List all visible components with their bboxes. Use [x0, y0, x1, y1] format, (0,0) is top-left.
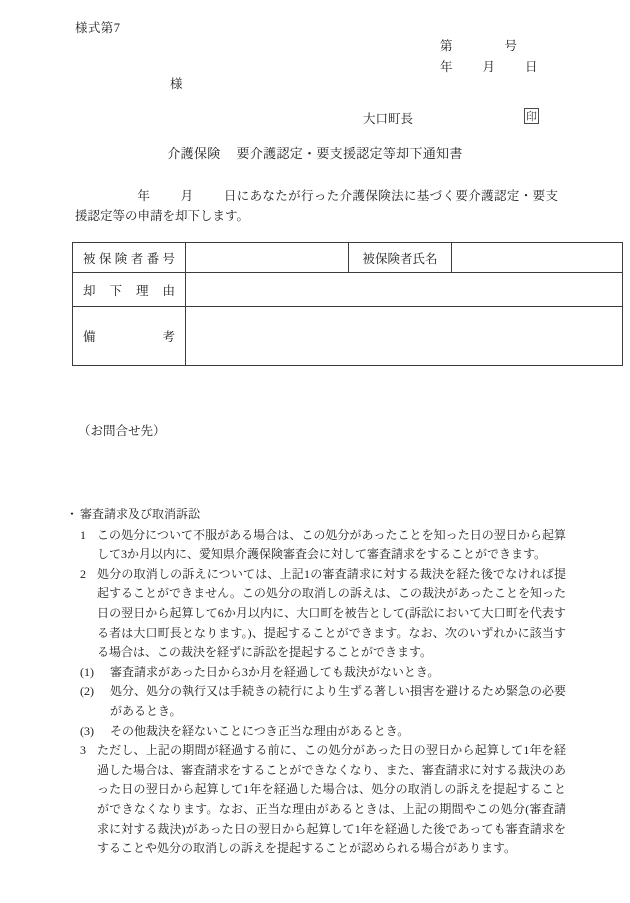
seal-mark-box: 印	[524, 108, 539, 124]
rejection-reason-value[interactable]	[186, 273, 623, 307]
number-prefix: 第	[440, 39, 453, 53]
form-number: 様式第7	[75, 21, 121, 35]
addressee-honorific: 様	[170, 77, 183, 91]
document-title-main: 要介護認定・要支援認定等却下通知書	[236, 146, 463, 161]
appeals-subitem	[66, 682, 566, 721]
appeals-item-text: ただし、上記の期間が経過する前に、この処分があった日の翌日から起算して1年を経過した場合は、審査請求をすることができなくなり、また、審査請求に対する裁決のあった日の翌日から起算して1年を経過した場合は、処分の取消しの訴えを提起することができなくなります。なお、正当な理由があるときは、上記の期間やこの処分(審査請求に対する裁決)があった日の翌日から起算して1年を経過した後であっても審査請求をすることや処分の取消しの訴えを提起することが認められる場合があります。	[97, 743, 566, 856]
date-month-label: 月	[482, 60, 496, 74]
document-meta	[440, 36, 538, 78]
document-number-line	[440, 36, 538, 57]
insured-number-value[interactable]	[186, 243, 349, 273]
date-year-label: 年	[440, 60, 453, 74]
appeals-heading	[66, 505, 566, 525]
date-day-label: 日	[525, 60, 538, 74]
appeals-item-number: 2	[80, 566, 86, 581]
body-paragraph	[75, 186, 558, 226]
body-closing-text: 等の申請を却下します。	[112, 209, 250, 223]
appeals-subitem-number: (2)	[80, 684, 94, 699]
document-date-line	[440, 57, 538, 78]
remarks-value[interactable]	[186, 307, 623, 366]
body-date-year: 年	[137, 189, 151, 203]
appeals-item-text: 処分の取消しの訴えについては、上記1の審査請求に対する裁決を経た後でなければ提起することができません。この処分の取消しの訴えは、この裁決があったことを知った日の翌日から起算して6か月以内に、大口町を被告として(訴訟において大口町を代表する者は大口町長となります。)、提起することができます。なお、次のいずれかに該当する場合は、この裁決を経ずに訴訟を提起することができます。	[97, 566, 566, 660]
table-row	[73, 307, 623, 366]
appeals-item-number: 3	[80, 743, 86, 758]
insured-details-table	[72, 242, 623, 366]
appeals-notice	[66, 505, 566, 859]
bullet-icon: ・	[66, 507, 79, 521]
number-suffix: 号	[504, 39, 518, 53]
appeals-subitem-text: その他裁決を経ないことにつき正当な理由があるとき。	[110, 723, 410, 738]
appeals-heading-text: 審査請求及び取消訴訟	[80, 507, 201, 521]
document-title	[0, 143, 630, 162]
remarks-label: 備考	[73, 307, 186, 366]
appeals-item	[66, 565, 566, 663]
contact-label: （お問合せ先）	[78, 424, 166, 438]
rejection-reason-label: 却下理由	[73, 273, 186, 307]
issuer-name: 大口町長	[363, 112, 414, 126]
appeals-subitem-text: 審査請求があった日から3か月を経過しても裁決がないとき。	[110, 664, 440, 679]
table-row	[73, 243, 623, 273]
document-title-prefix: 介護保険	[167, 146, 221, 161]
insured-name-label: 被保険者氏名	[349, 243, 452, 273]
appeals-subitem-text: 処分、処分の執行又は手続きの続行により生ずる著しい損害を避けるため緊急の必要があるとき。	[110, 684, 567, 718]
appeals-item	[66, 741, 566, 859]
table-row	[73, 273, 623, 307]
appeals-item-text: この処分について不服がある場合は、この処分があったことを知った日の翌日から起算して3か月以内に、愛知県介護保険審査会に対して審査請求をすることができます。	[97, 527, 566, 562]
appeals-item-number: 1	[80, 527, 86, 542]
insured-name-value[interactable]	[452, 243, 623, 273]
appeals-subitem	[66, 722, 566, 742]
appeals-subitem-number: (3)	[80, 723, 94, 738]
body-date-month: 月	[180, 189, 194, 203]
body-main-text: 日にあなたが行った介護保険法に基づく要介護認定・要支援認定	[75, 189, 558, 223]
appeals-item	[66, 526, 566, 565]
insured-number-label: 被保険者番号	[73, 243, 186, 273]
appeals-subitem	[66, 663, 566, 683]
appeals-subitem-number: (1)	[80, 664, 94, 679]
